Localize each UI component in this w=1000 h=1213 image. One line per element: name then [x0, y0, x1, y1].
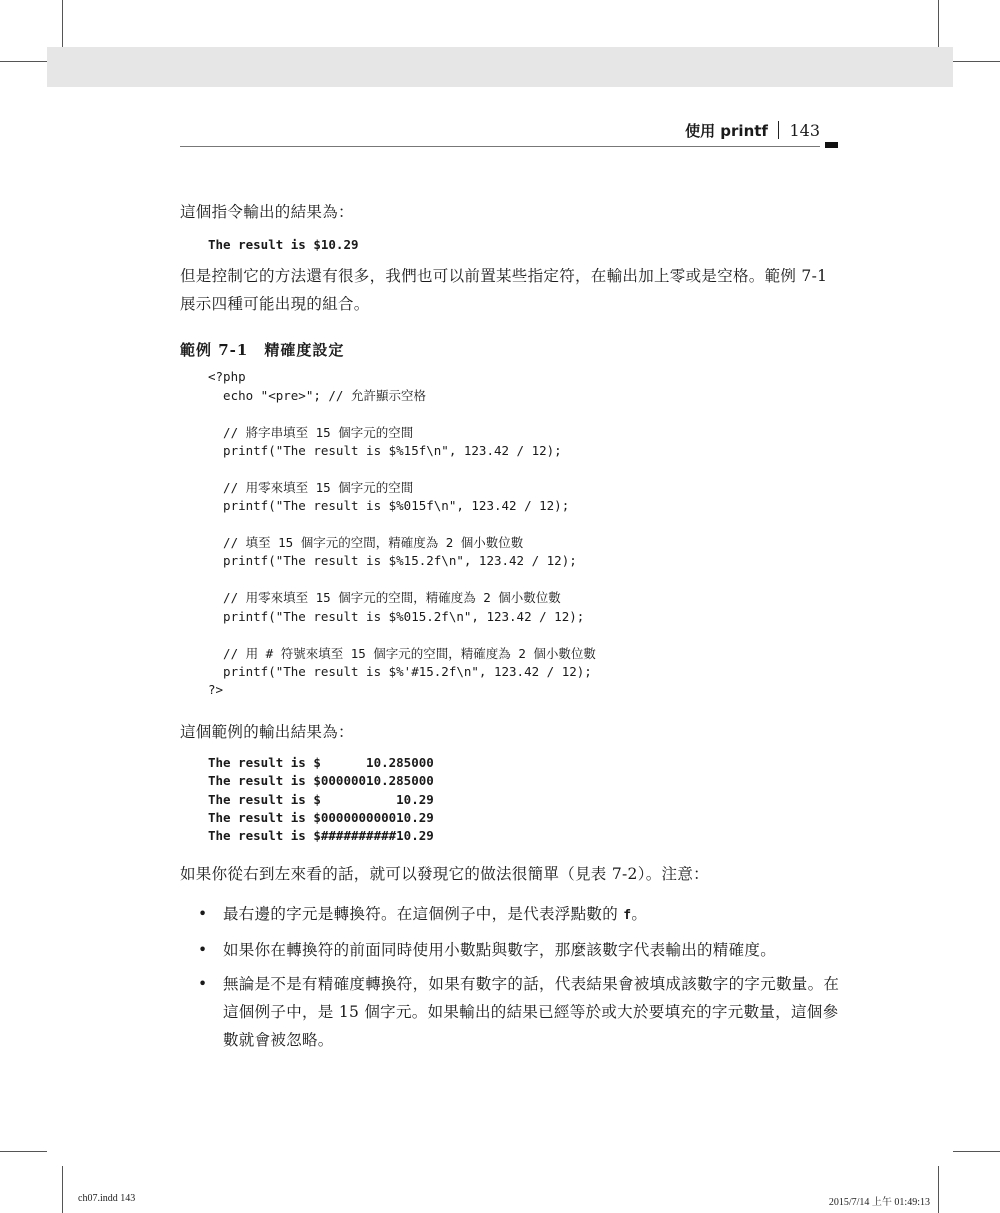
note-text: 如果你在轉換符的前面同時使用小數點與數字，那麼該數字代表輸出的精確度。	[223, 940, 777, 959]
code-line: // 將字串填至 15 個字元的空間	[208, 424, 414, 440]
output-line: The result is $000000000010.29	[208, 809, 434, 825]
intro-paragraph: 這個指令輸出的結果為：	[180, 203, 354, 221]
code-line: printf("The result is $%15.2f\n", 123.42 / 12);	[208, 553, 577, 569]
output-line: The result is $##########10.29	[208, 828, 434, 844]
note-text: 無論是不是有精確度轉換符，如果有數字的話，代表結果會被填成該數字的字元數量。在這個例子中，是 15 個字元。如果輸出的結果已經等於或大於要填充的字元數量，這個參數就會被忽略。	[223, 974, 840, 1049]
section-title: 使用 printf	[685, 121, 768, 140]
note-item	[180, 970, 840, 1054]
header-rule	[180, 146, 820, 147]
output-listing	[180, 754, 840, 846]
code-line: printf("The result is $%'#15.2f\n", 123.42 / 12);	[208, 663, 592, 679]
bullet-icon: •	[198, 940, 208, 959]
header-band	[47, 47, 953, 87]
note-text: 最右邊的字元是轉換符。在這個例子中，是代表浮點數的	[223, 904, 624, 923]
note-tail: 。	[631, 904, 648, 923]
crop-mark-bl-h	[0, 1151, 47, 1152]
header-tab-marker	[825, 142, 838, 148]
code-line: printf("The result is $%15f\n", 123.42 / 12);	[208, 443, 562, 459]
crop-mark-br-h	[953, 1151, 1000, 1152]
crop-mark-tr-v	[938, 0, 939, 47]
code-line: // 用零來填至 15 個字元的空間	[208, 479, 414, 495]
example-label: 範例 7-1	[180, 341, 249, 360]
code-line: printf("The result is $%015f\n", 123.42 / 12);	[208, 498, 570, 514]
bullet-icon: •	[198, 904, 208, 923]
crop-mark-br-v	[938, 1166, 939, 1213]
crop-mark-tr-h	[953, 61, 1000, 62]
note-item	[180, 900, 840, 930]
crop-mark-tl-v	[62, 0, 63, 47]
crop-mark-tl-h	[0, 61, 47, 62]
code-line: // 用 # 符號來填至 15 個字元的空間，精確度為 2 個小數位數	[208, 645, 596, 661]
note-item	[180, 936, 840, 964]
page-content	[180, 198, 840, 1054]
header-separator	[778, 121, 780, 139]
code-line: // 用零來填至 15 個字元的空間，精確度為 2 個小數位數	[208, 590, 561, 606]
code-line: printf("The result is $%015.2f\n", 123.42 / 12);	[208, 608, 585, 624]
paragraph-2: 但是控制它的方法還有很多，我們也可以前置某些指定符，在輸出加上零或是空格。範例 7-1 展示四種可能出現的組合。	[180, 267, 828, 314]
result-line: The result is $10.29	[208, 237, 359, 252]
output-intro: 這個範例的輸出結果為：	[180, 722, 354, 741]
example-title: 精確度設定	[264, 341, 345, 360]
paragraph-3: 如果你從右到左來看的話，就可以發現它的做法很簡單（見表 7-2）。注意：	[180, 864, 709, 883]
output-line: The result is $ 10.285000	[208, 754, 434, 770]
example-heading	[180, 338, 840, 362]
inline-code: f	[623, 907, 632, 923]
output-line: The result is $00000010.285000	[208, 773, 434, 789]
code-line: ?>	[208, 682, 224, 698]
notes-list	[180, 900, 840, 1054]
code-line: echo "<pre>"; // 允許顯示空格	[208, 387, 426, 403]
crop-mark-bl-v	[62, 1166, 63, 1213]
footer-file-slug: ch07.indd 143	[78, 1193, 136, 1204]
code-line: <?php	[208, 369, 246, 385]
code-listing	[180, 368, 840, 699]
bullet-icon: •	[198, 974, 208, 993]
code-line: // 填至 15 個字元的空間，精確度為 2 個小數位數	[208, 535, 524, 551]
output-line: The result is $ 10.29	[208, 791, 434, 807]
footer-timestamp: 2015/7/14 上午 01:49:13	[828, 1197, 930, 1208]
page-number: 143	[789, 120, 820, 140]
running-head	[685, 118, 820, 142]
